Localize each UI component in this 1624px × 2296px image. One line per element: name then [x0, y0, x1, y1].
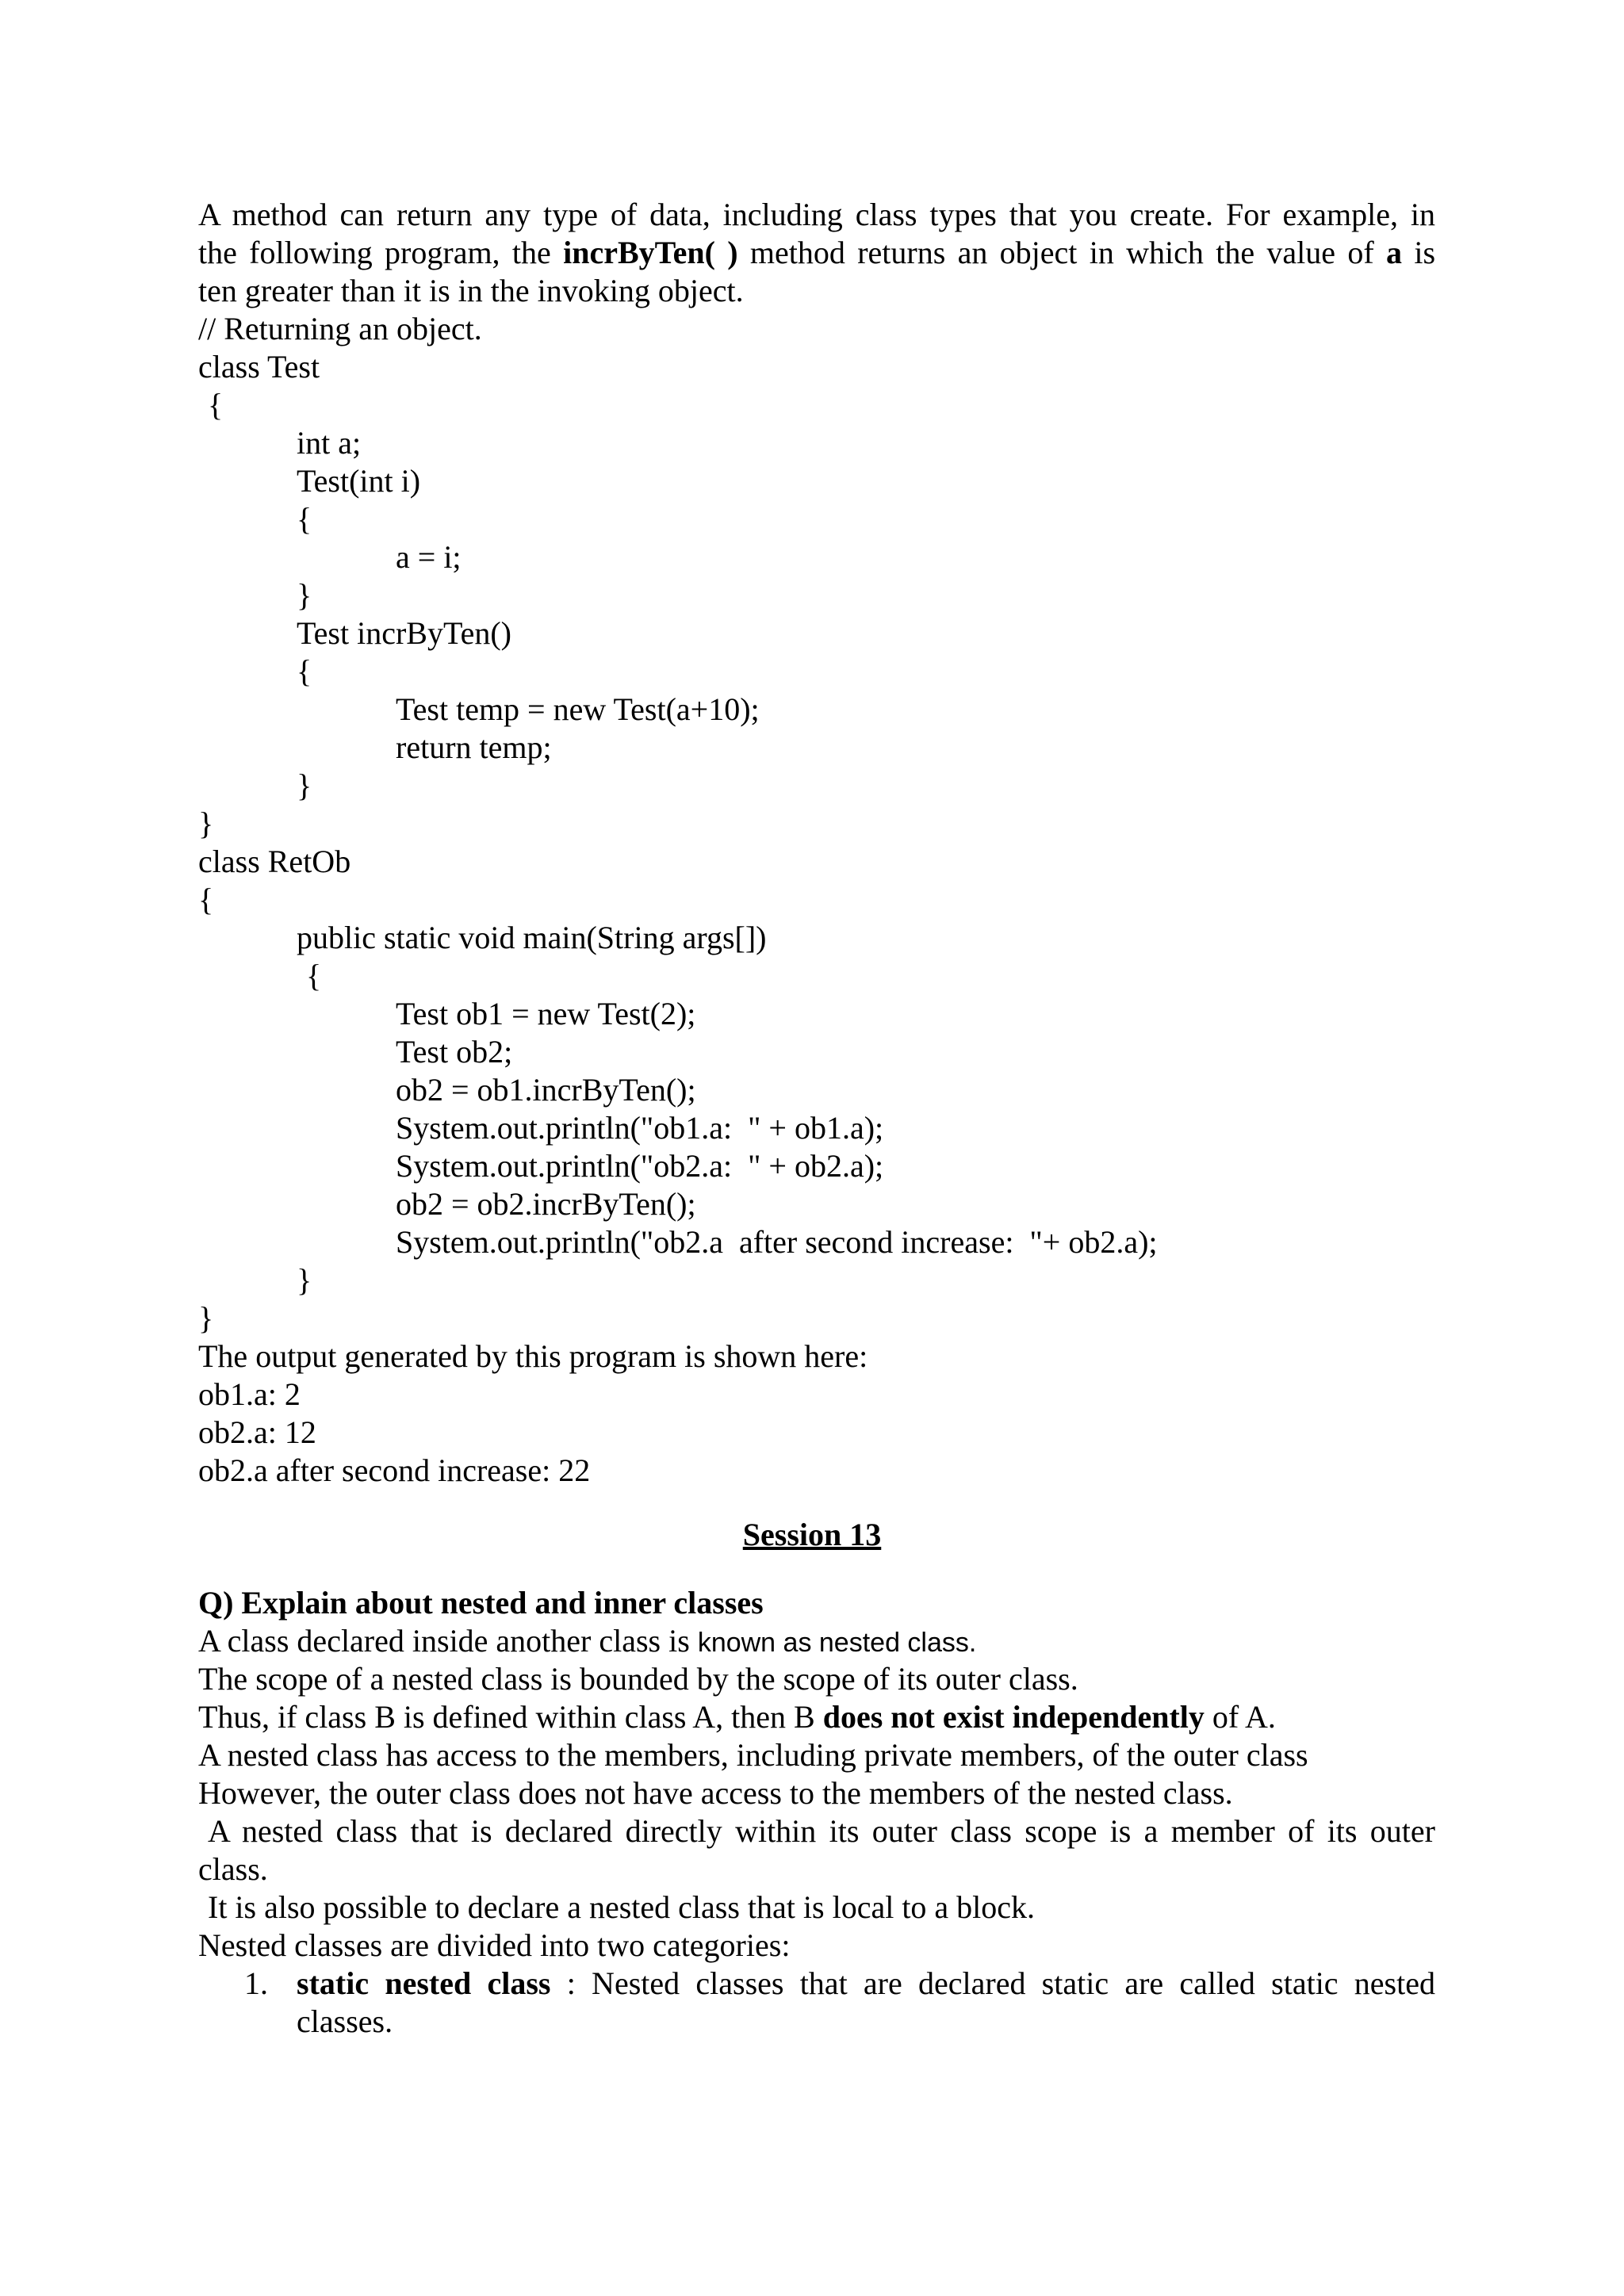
code-comment: // Returning an object. — [198, 311, 482, 346]
code-line: public static void main(String args[]) — [297, 920, 767, 955]
list-item — [297, 1965, 1435, 2003]
list-item-term: static nested class — [297, 1965, 551, 2001]
intro-line-3: ten greater than it is in the invoking object. — [198, 273, 744, 308]
output-line: ob2.a: 12 — [198, 1414, 316, 1450]
method-name: incrByTen( ) — [563, 235, 738, 270]
code-brace: } — [297, 577, 312, 613]
code-brace: } — [297, 1262, 312, 1298]
code-brace: { — [306, 958, 322, 993]
code-brace: { — [208, 387, 224, 423]
paragraph-4: A nested class has access to the members, including private members, of the outer class — [198, 1737, 1308, 1773]
list-item-number: 1. — [244, 1965, 268, 2001]
code-line: Test temp = new Test(a+10); — [396, 691, 760, 727]
code-brace: } — [198, 1300, 214, 1336]
paragraph-5: However, the outer class does not have access to the members of the nested class. — [198, 1775, 1233, 1811]
intro-line-2 — [198, 234, 1435, 272]
paragraph-6-line-1: A nested class that is declared directly within its outer class scope is a member of its outer — [208, 1813, 1435, 1849]
output-line: ob1.a: 2 — [198, 1376, 301, 1412]
code-line: class RetOb — [198, 844, 351, 879]
paragraph-text: A class declared inside another class is — [198, 1623, 698, 1659]
paragraph-3 — [198, 1698, 1276, 1736]
code-line: Test ob1 = new Test(2); — [396, 996, 696, 1031]
code-line: Test ob2; — [396, 1034, 513, 1070]
paragraph-2: The scope of a nested class is bounded by the scope of its outer class. — [198, 1661, 1078, 1697]
list-item-text: : Nested classes that are declared static are called static nested — [566, 1965, 1435, 2001]
question-title: Q) Explain about nested and inner classes — [198, 1585, 764, 1621]
code-line: Test(int i) — [297, 463, 421, 499]
paragraph-6-line-2: class. — [198, 1851, 268, 1887]
code-line: ob2 = ob1.incrByTen(); — [396, 1072, 696, 1108]
intro-text: the following program, the — [198, 235, 551, 270]
intro-text: method returns an object in which the value of — [749, 235, 1374, 270]
code-brace: } — [198, 806, 214, 841]
paragraph-8: Nested classes are divided into two categories: — [198, 1927, 791, 1963]
paragraph-7: It is also possible to declare a nested class that is local to a block. — [208, 1889, 1036, 1925]
paragraph-text-sans: known as nested class. — [697, 1628, 977, 1658]
code-brace: } — [297, 767, 312, 803]
code-line: ob2 = ob2.incrByTen(); — [396, 1186, 696, 1222]
emphasis-text: does not exist independently — [822, 1699, 1205, 1735]
list-item-continuation: classes. — [297, 2003, 393, 2039]
paragraph-1 — [198, 1622, 976, 1662]
output-line: ob2.a after second increase: 22 — [198, 1452, 591, 1488]
code-line: Test incrByTen() — [297, 615, 511, 651]
code-brace: { — [198, 882, 214, 917]
code-line: return temp; — [396, 729, 552, 765]
paragraph-text: of A. — [1204, 1699, 1276, 1735]
code-line: System.out.println("ob2.a after second increase: "+ ob2.a); — [396, 1224, 1158, 1260]
code-line: a = i; — [396, 539, 462, 575]
code-line: System.out.println("ob2.a: " + ob2.a); — [396, 1148, 884, 1184]
code-brace: { — [297, 501, 312, 537]
paragraph-text: Thus, if class B is defined within class A, then B — [198, 1699, 823, 1735]
code-line: System.out.println("ob1.a: " + ob1.a); — [396, 1110, 884, 1146]
code-line: class Test — [198, 349, 320, 385]
code-brace: { — [297, 653, 312, 689]
intro-text: is — [1414, 235, 1436, 270]
output-intro: The output generated by this program is shown here: — [198, 1338, 868, 1374]
session-heading — [0, 1516, 1624, 1554]
code-line: int a; — [297, 425, 362, 461]
variable-name: a — [1386, 235, 1403, 270]
session-title: Session 13 — [742, 1517, 882, 1552]
intro-line-1: A method can return any type of data, including class types that you create. For example, in — [198, 197, 1435, 232]
